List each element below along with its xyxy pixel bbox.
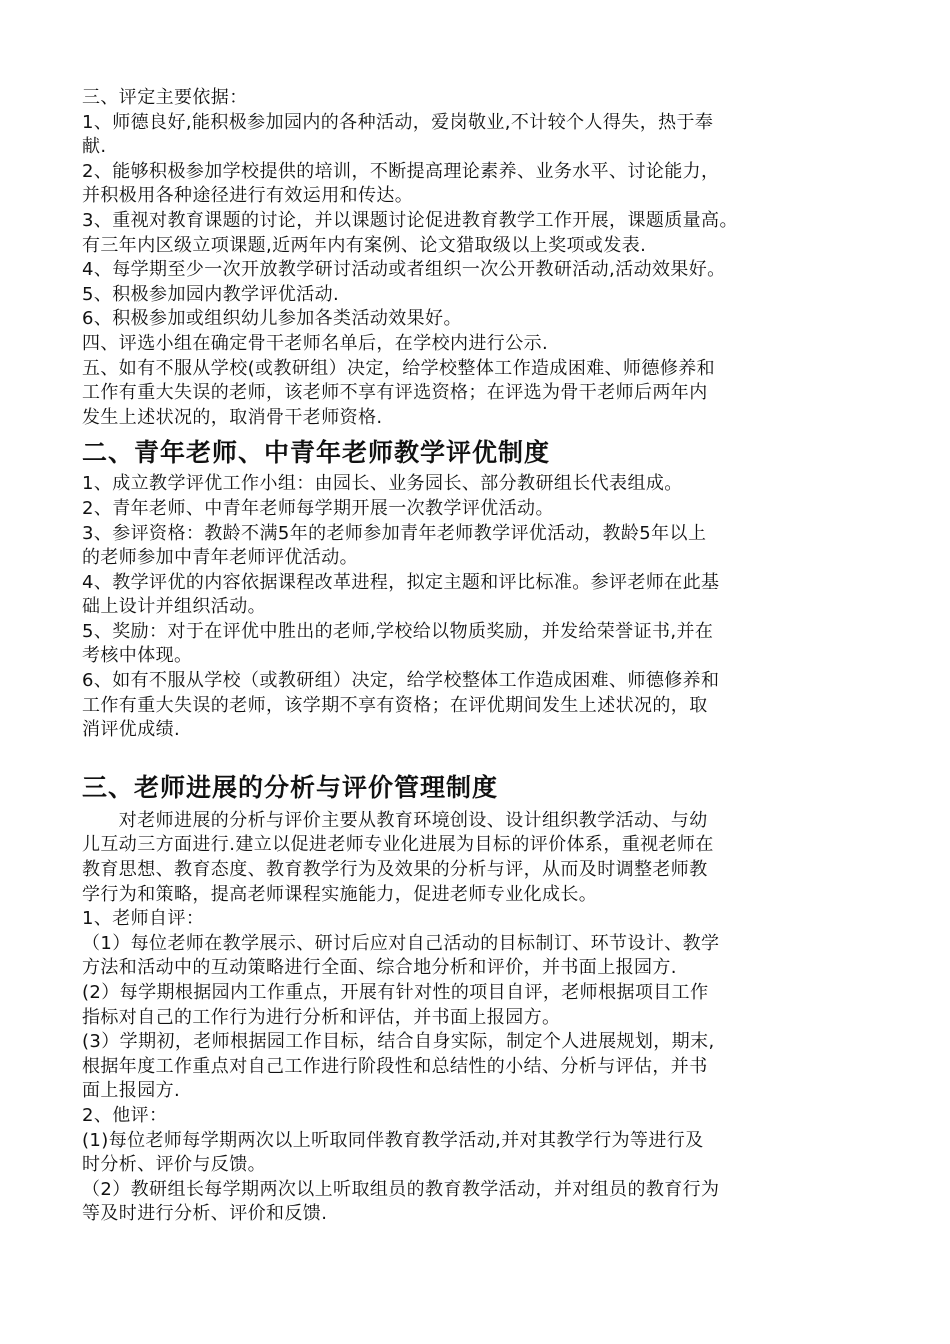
- text-line: 三、评定主要依据：: [82, 87, 248, 108]
- text-line: 工作有重大失误的老师，该学期不享有资格；在评优期间发生上述状况的，取: [82, 694, 708, 716]
- text-line: 础上设计并组织活动。: [82, 596, 266, 618]
- text-line: （1）每位老师在教学展示、研讨后应对自己活动的目标制订、环节设计、教学: [82, 932, 720, 954]
- text-line: 2、他评：: [82, 1104, 168, 1126]
- text-line: 面上报园方.: [82, 1080, 181, 1102]
- text-line: 献.: [82, 136, 107, 158]
- text-line: 根据年度工作重点对自己工作进行阶段性和总结性的小结、分析与评估，并书: [82, 1055, 708, 1077]
- text-line: 四、评选小组在确定骨干老师名单后，在学校内进行公示.: [82, 332, 549, 354]
- text-line: 发生上述状况的，取消骨干老师资格.: [82, 406, 383, 428]
- text-line: 工作有重大失误的老师，该老师不享有评选资格；在评选为骨干老师后两年内: [82, 382, 708, 404]
- text-line: 4、教学评优的内容依据课程改革进程，拟定主题和评比标准。参评老师在此基: [82, 571, 720, 593]
- text-line: 学行为和策略，提高老师课程实施能力，促进老师专业化成长。: [82, 883, 598, 905]
- section-heading-youth-teacher-evaluation: 二、青年老师、中青年老师教学评优制度: [82, 438, 551, 468]
- section-heading-teacher-development-evaluation: 三、老师进展的分析与评价管理制度: [82, 772, 499, 802]
- text-line: （2）教研组长每学期两次以上听取组员的教育教学活动，并对组员的教育行为: [82, 1178, 720, 1200]
- text-line: 教育思想、教育态度、教育教学行为及效果的分析与评，从而及时调整老师教: [82, 859, 708, 881]
- text-line: 等及时进行分析、评价和反馈.: [82, 1203, 328, 1225]
- text-line: 儿互动三方面进行.建立以促进老师专业化进展为目标的评价体系，重视老师在: [82, 834, 714, 856]
- text-line: 1、成立教学评优工作小组：由园长、业务园长、部分教研组长代表组成。: [82, 473, 683, 495]
- text-line: 3、参评资格：教龄不满5年的老师参加青年老师教学评优活动，教龄5年以上: [82, 522, 707, 544]
- text-line: 时分析、评价与反馈。: [82, 1154, 266, 1176]
- text-line: 3、重视对教育课题的讨论，并以课题讨论促进教育教学工作开展，课题质量高。: [82, 209, 738, 231]
- text-line: 方法和活动中的互动策略进行全面、综合地分析和评价，并书面上报园方.: [82, 957, 677, 979]
- text-line: 有三年内区级立项课题,近两年内有案例、论文猎取级以上奖项或发表.: [82, 234, 647, 256]
- text-line: 的老师参加中青年老师评优活动。: [82, 547, 358, 569]
- text-line: 6、积极参加或组织幼儿参加各类活动效果好。: [82, 308, 462, 330]
- text-line: 考核中体现。: [82, 645, 193, 667]
- text-line: 5、奖励：对于在评优中胜出的老师,学校给以物质奖励，并发给荣誉证书,并在: [82, 620, 714, 642]
- teacher-development-evaluation-section: [82, 809, 890, 1227]
- text-line: 2、能够积极参加学校提供的培训，不断提高理论素养、业务水平、讨论能力，: [82, 160, 720, 182]
- text-line: 5、积极参加园内教学评优活动.: [82, 283, 340, 305]
- text-line: 消评优成绩.: [82, 719, 181, 741]
- text-line: (2）每学期根据园内工作重点，开展有针对性的项目自评，老师根据项目工作: [82, 982, 709, 1003]
- text-line: (1)每位老师每学期两次以上听取同伴教育教学活动,并对其教学行为等进行及: [82, 1129, 704, 1151]
- text-line: 6、如有不服从学校（或教研组）决定，给学校整体工作造成困难、师德修养和: [82, 670, 720, 692]
- text-line: 并积极用各种途径进行有效运用和传达。: [82, 185, 414, 207]
- text-line: 五、如有不服从学校(或教研组）决定，给学校整体工作造成困难、师德修养和: [82, 357, 716, 379]
- text-line: 指标对自己的工作行为进行分析和评估，并书面上报园方。: [82, 1006, 561, 1028]
- text-line: (3）学期初，老师根据园工作目标，结合自身实际，制定个人进展规划，期末,: [82, 1031, 715, 1053]
- text-line: 对老师进展的分析与评价主要从教育环境创设、设计组织教学活动、与幼: [82, 809, 708, 831]
- text-line: 1、师德良好,能积极参加园内的各种活动，爱岗敬业,不计较个人得失，热于奉: [82, 111, 714, 133]
- youth-teacher-evaluation-section: [82, 472, 890, 743]
- text-line: 2、青年老师、中青年老师每学期开展一次教学评优活动。: [82, 497, 554, 519]
- text-line: 4、每学期至少一次开放教学研讨活动或者组织一次公开教研活动,活动效果好。: [82, 259, 726, 281]
- criteria-section: [82, 86, 890, 430]
- text-line: 1、老师自评：: [82, 908, 205, 930]
